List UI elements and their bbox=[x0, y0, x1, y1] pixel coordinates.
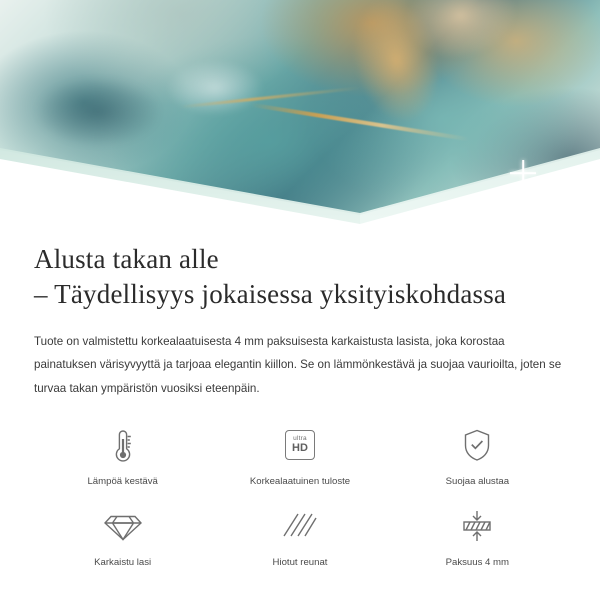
feature-item-thickness bbox=[389, 503, 566, 568]
page-title bbox=[34, 242, 566, 312]
polished-edges-icon bbox=[281, 503, 319, 549]
feature-label: Paksuus 4 mm bbox=[445, 556, 510, 568]
feature-label: Lämpöä kestävä bbox=[87, 475, 158, 487]
feature-item-heat-resistant bbox=[34, 422, 211, 487]
shield-check-icon bbox=[460, 422, 494, 468]
ultra-hd-badge-bottom: HD bbox=[292, 442, 308, 454]
feature-grid bbox=[34, 422, 566, 568]
sparkle-icon bbox=[540, 180, 556, 196]
feature-label: Korkealaatuinen tuloste bbox=[249, 475, 351, 487]
thermometer-icon bbox=[106, 422, 140, 468]
diamond-icon bbox=[104, 503, 142, 549]
headline-line-1: Alusta takan alle bbox=[34, 244, 219, 274]
headline-line-2: – Täydellisyys jokaisessa yksityiskohdassa bbox=[34, 279, 507, 310]
product-description-text: Tuote on valmistettu korkealaatuisesta 4 mm paksuisesta karkaistusta lasista, joka korostaa painatuksen värisyvyyttä ja tarjoaa elegantin kiillon. Se on lämmönkestävä ja suojaa vaurioilta, joten se turvaa takan ympäristön vuosiksi eteenpäin. bbox=[34, 335, 562, 395]
feature-label: Karkaistu lasi bbox=[94, 556, 152, 568]
thickness-icon bbox=[458, 503, 496, 549]
feature-label: Suojaa alustaa bbox=[445, 475, 510, 487]
hero-product-image bbox=[0, 0, 600, 228]
ultra-hd-badge-top: ultra bbox=[293, 434, 307, 442]
feature-item-tempered-glass bbox=[34, 503, 211, 568]
feature-item-polished-edges bbox=[211, 503, 388, 568]
feature-item-print-quality bbox=[211, 422, 388, 487]
ultra-hd-icon bbox=[285, 422, 315, 468]
feature-item-surface-protection bbox=[389, 422, 566, 487]
feature-label: Hiotut reunat bbox=[272, 556, 328, 568]
